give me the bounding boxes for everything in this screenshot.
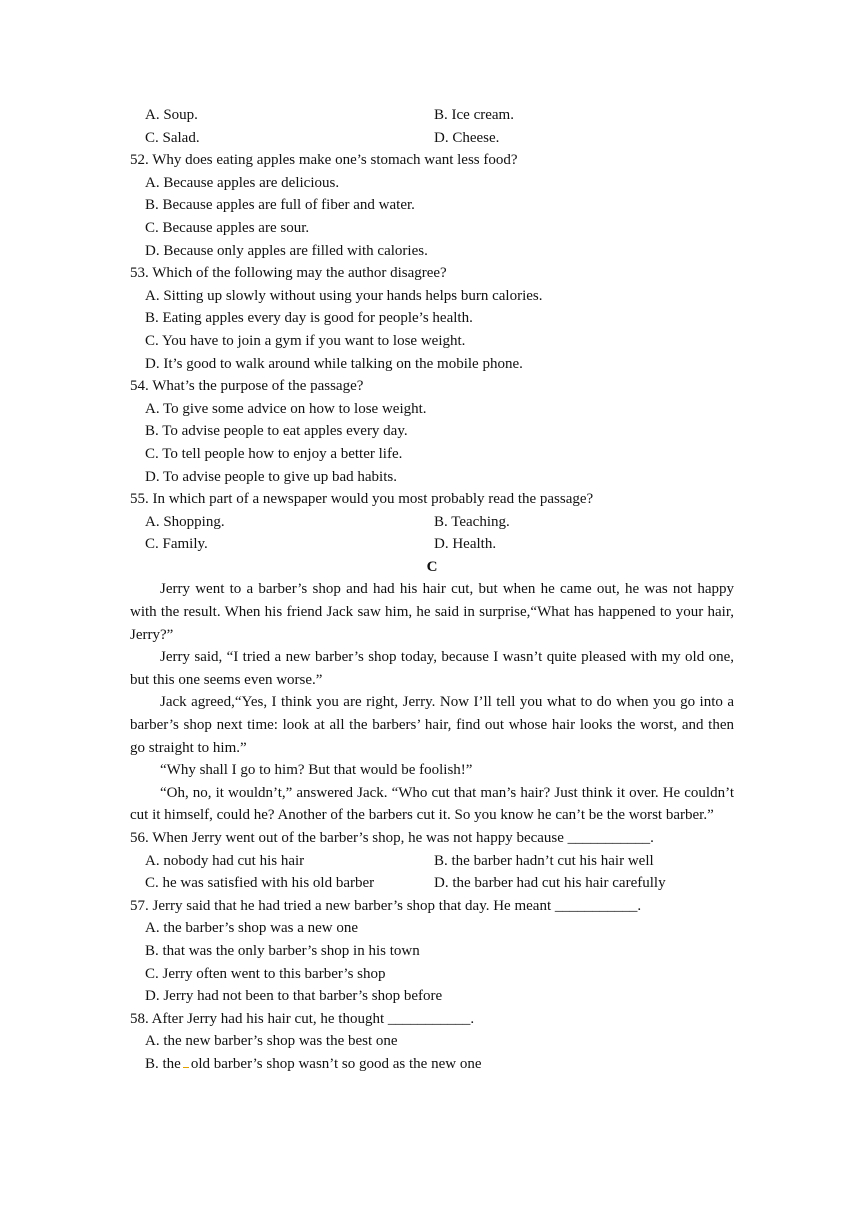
option-row — [130, 104, 734, 127]
q58-option-b-text: old barber’s shop wasn’t so good as the new one — [190, 1055, 482, 1072]
option-row — [130, 127, 734, 150]
q56-option-c: C. he was satisfied with his old barber — [145, 875, 375, 892]
q58-option-b — [130, 1053, 734, 1076]
q57-option-d: D. Jerry had not been to that barber’s shop before — [145, 988, 443, 1005]
passage-paragraph-1: Jerry went to a barber’s shop and had his hair cut, but when he came out, he was not happy with the result. When his friend Jack saw him, he said in surprise,“What has happened to your hair, Jerry?” — [130, 581, 734, 643]
q56-option-d: D. the barber had cut his hair carefully — [434, 875, 666, 892]
q53-option-b: B. Eating apples every day is good for people’s health. — [145, 310, 473, 327]
q51-option-a: A. Soup. — [145, 107, 198, 123]
q56-option-b: B. the barber hadn’t cut his hair well — [434, 852, 654, 869]
edit-mark-icon — [183, 1066, 189, 1068]
passage-paragraph-3: Jack agreed,“Yes, I think you are right, Jerry. Now I’ll tell you what to do when you go into a barber’s shop next time: look at all the barbers’ hair, find out whose hair looks the worst, and then go straight to him.” — [130, 694, 734, 756]
q57-option-a: A. the barber’s shop was a new one — [145, 920, 358, 937]
q54-option-b: B. To advise people to eat apples every day. — [145, 423, 408, 440]
passage-paragraph-4: “Why shall I go to him? But that would be foolish!” — [160, 762, 473, 779]
q51-option-d: D. Cheese. — [434, 129, 500, 146]
question-53: 53. Which of the following may the author disagree? — [130, 265, 447, 282]
q55-option-c: C. Family. — [145, 536, 208, 553]
document-page — [130, 104, 734, 1076]
option-row — [130, 533, 734, 556]
q54-option-d: D. To advise people to give up bad habits. — [145, 468, 397, 485]
q57-option-b: B. that was the only barber’s shop in his town — [145, 942, 420, 959]
q57-option-c: C. Jerry often went to this barber’s shop — [145, 965, 386, 982]
q58-option-b-prefix: B. the — [145, 1055, 181, 1072]
q54-option-c: C. To tell people how to enjoy a better life. — [145, 445, 403, 462]
q56-option-a: A. nobody had cut his hair — [145, 852, 305, 869]
q51-option-c: C. Salad. — [145, 129, 200, 146]
q52-option-b: B. Because apples are full of fiber and water. — [145, 197, 415, 214]
q55-option-d: D. Health. — [434, 536, 497, 553]
q53-option-d: D. It’s good to walk around while talking on the mobile phone. — [145, 355, 523, 372]
option-row — [130, 511, 734, 534]
q54-option-a: A. To give some advice on how to lose weight. — [145, 400, 427, 417]
option-row — [130, 872, 734, 895]
q51-option-b: B. Ice cream. — [434, 107, 514, 123]
question-52: 52. Why does eating apples make one’s stomach want less food? — [130, 152, 518, 169]
section-heading: C — [426, 558, 438, 575]
q58-option-a: A. the new barber’s shop was the best one — [145, 1033, 398, 1050]
question-54: 54. What’s the purpose of the passage? — [130, 378, 364, 395]
q52-option-d: D. Because only apples are filled with calories. — [145, 242, 428, 259]
passage — [130, 578, 734, 827]
passage-paragraph-5: “Oh, no, it wouldn’t,” answered Jack. “Who cut that man’s hair? Just think it over. He couldn’t cut it himself, could he? Another of the barbers cut it. So you know he can’t be the worst barber.” — [130, 784, 734, 824]
passage-paragraph-2: Jerry said, “I tried a new barber’s shop today, because I wasn’t quite pleased with my old one, but this one seems even worse.” — [130, 649, 734, 688]
q53-option-a: A. Sitting up slowly without using your hands helps burn calories. — [145, 287, 543, 304]
question-58: 58. After Jerry had his hair cut, he thought ___________. — [130, 1010, 475, 1027]
q55-option-a: A. Shopping. — [145, 513, 225, 530]
question-56: 56. When Jerry went out of the barber’s shop, he was not happy because ___________. — [130, 830, 654, 846]
q52-option-a: A. Because apples are delicious. — [145, 174, 340, 191]
question-55: 55. In which part of a newspaper would you most probably read the passage? — [130, 491, 594, 508]
option-row — [130, 850, 734, 873]
question-57: 57. Jerry said that he had tried a new barber’s shop that day. He meant ___________. — [130, 897, 642, 914]
q52-option-c: C. Because apples are sour. — [145, 219, 310, 236]
q55-option-b: B. Teaching. — [434, 513, 510, 530]
q53-option-c: C. You have to join a gym if you want to lose weight. — [145, 332, 466, 349]
